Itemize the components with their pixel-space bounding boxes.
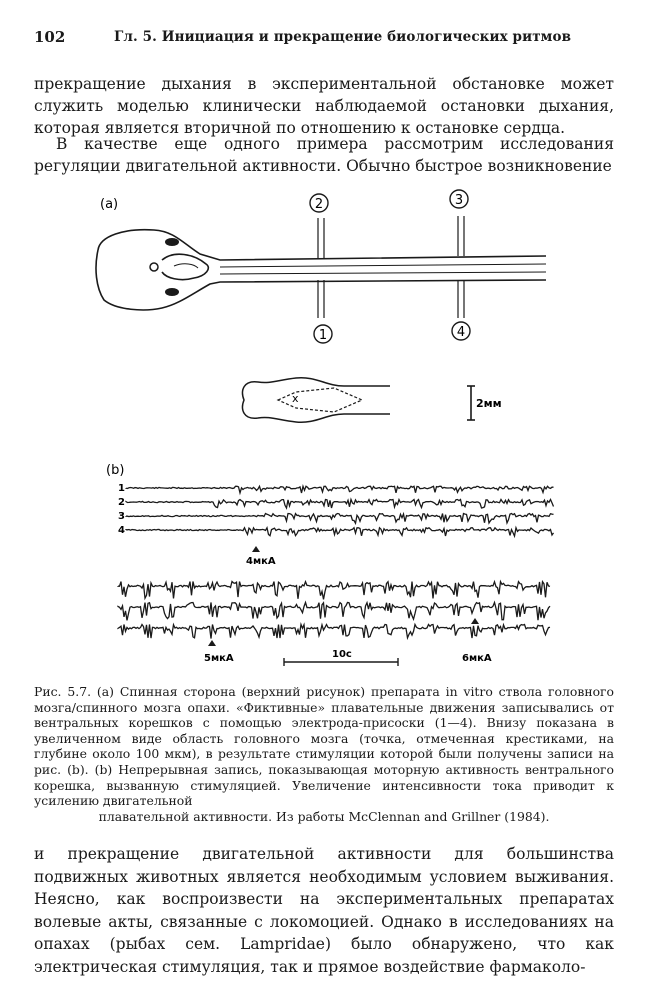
running-title: Гл. 5. Инициация и прекращение биологических ритмов: [114, 29, 572, 45]
recording-traces-top: [126, 486, 554, 536]
stimulation-cross: x: [292, 392, 299, 405]
recording-trace: [126, 486, 554, 493]
electrode-2: [318, 218, 324, 258]
recording-trace: [126, 514, 554, 524]
caption-body: Рис. 5.7. (a) Спинная сторона (верхний рисунок) препарата in vitro ствола головного мозга/спинного мозга опахи. «Фиктивные» плавательные движения записывались от вентральных корешков с помощью электрода-присоски (1—4). Внизу показана в увеличенном виде область головного мозга (точка, отмеченная крестиками, на глубине около 100 мкм), в результате стимуляции которой были получены записи на рис. (b). (b) Непрерывная запись, показывающая моторную активность вентрального корешка, вызванную стимуляцией. Увеличение интенсивности тока приводит к усилению двигательной: [34, 684, 614, 809]
recording-trace: [126, 500, 554, 509]
recording-trace: [118, 603, 550, 621]
electrode-label-4: 4: [456, 325, 466, 340]
stim-label-5uA: 5мкА: [204, 653, 234, 664]
electrode-label-3: 3: [454, 193, 464, 208]
scale-bar: [467, 386, 475, 420]
scale-label: 2мм: [476, 397, 502, 410]
recording-trace: [118, 625, 550, 639]
panel-b-label: (b): [106, 463, 125, 478]
stim-marker: [471, 618, 479, 624]
recording-trace: [118, 582, 550, 600]
stim-label-6uA: 6мкА: [462, 653, 492, 664]
brainstem-spinal-cord-drawing: [96, 230, 546, 310]
running-header: [34, 28, 614, 50]
trace-label-3: 3: [118, 511, 125, 522]
trace-label-1: 1: [118, 483, 125, 494]
trace-label-4: 4: [118, 525, 125, 536]
recording-traces-bottom: [118, 582, 550, 639]
electrode-label-2: 2: [314, 197, 324, 212]
figure-5-7: [34, 188, 634, 678]
electrode-4: [458, 280, 464, 318]
paragraph-2: В качестве еще одного примера рассмотрим исследования регуляции двигательной активности. Обычно быстрое возникновение: [34, 135, 614, 175]
caption-last-line: плавательной активности. Из работы McClennan and Grillner (1984).: [98, 808, 550, 824]
paragraph-3: и прекращение двигательной активности для большинства подвижных животных является необходимым условием выживания. Неясно, как воспроизвести на экспериментальных препаратах волевые акты, связанные с локомоцией. Однако в исследованиях на опахах (рыбах сем. Lampridae) было обнаружено, что как электрическая стимуляция, так и прямое воздействие фармаколо-: [34, 845, 614, 976]
electrode-1: [318, 280, 324, 318]
stim-label-4uA: 4мкА: [246, 556, 276, 567]
recording-trace: [126, 528, 554, 536]
panel-a-label: (a): [100, 197, 119, 212]
eye-mark: [165, 288, 179, 296]
electrode-label-1: 1: [318, 328, 328, 343]
trace-label-2: 2: [118, 497, 125, 508]
figure-caption: [34, 684, 614, 824]
stim-marker: [252, 546, 260, 552]
enlarged-brain-region: [243, 378, 390, 423]
page-number: 102: [34, 28, 66, 46]
time-scale-label: 10с: [332, 649, 352, 660]
paragraph-1: прекращение дыхания в экспериментальной обстановке может служить моделью клинически наблюдаемой остановки дыхания, которая является вторичной по отношению к остановке сердца.: [34, 75, 614, 137]
electrode-3: [458, 216, 464, 256]
eye-mark: [165, 238, 179, 246]
brain-dot: [150, 263, 158, 271]
stim-marker: [208, 640, 216, 646]
